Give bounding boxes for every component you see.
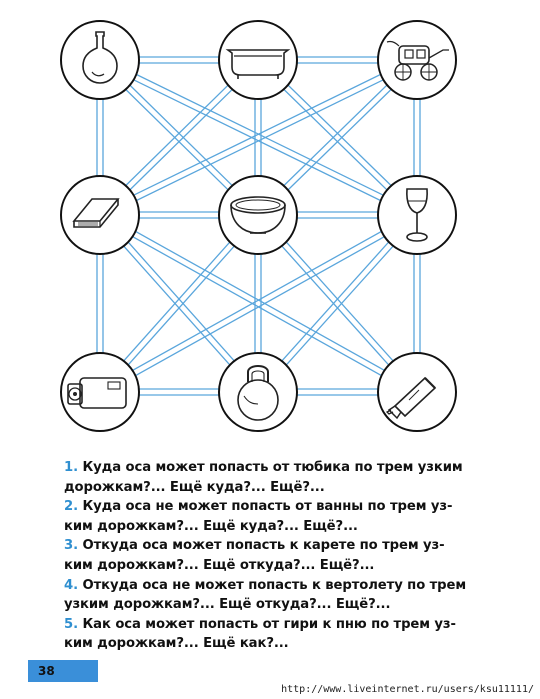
page-number: 38 bbox=[38, 664, 55, 678]
question-1 bbox=[64, 458, 504, 497]
question-text-cont: ким дорожкам?... Ещё откуда?... Ещё?... bbox=[64, 557, 375, 573]
page-number-tab bbox=[28, 660, 98, 682]
diagram-nodes bbox=[61, 21, 456, 431]
diagram-node-bottle bbox=[61, 21, 139, 99]
question-number: 1. bbox=[64, 460, 78, 475]
node-circle bbox=[219, 21, 297, 99]
question-text: Откуда оса не может попасть к вертолету по трем bbox=[82, 577, 467, 593]
node-circle bbox=[61, 353, 139, 431]
question-text-cont: ким дорожкам?... Ещё куда?... Ещё?... bbox=[64, 518, 358, 534]
question-text: Куда оса не может попасть от ванны по трем уз- bbox=[82, 499, 453, 515]
diagram-node-camera bbox=[61, 353, 139, 431]
diagram-node-carriage bbox=[378, 21, 456, 99]
question-5 bbox=[64, 615, 504, 654]
diagram-node-bathtub bbox=[219, 21, 297, 99]
question-text: Откуда оса может попасть к карете по трем уз- bbox=[82, 538, 445, 554]
node-circle bbox=[61, 176, 139, 254]
question-text: Куда оса может попасть от тюбика по трем узким bbox=[82, 460, 463, 475]
question-3 bbox=[64, 536, 504, 575]
question-text-cont: ким дорожкам?... Ещё как?... bbox=[64, 636, 289, 652]
question-4 bbox=[64, 576, 504, 615]
node-circle bbox=[219, 176, 297, 254]
question-number: 4. bbox=[64, 577, 78, 593]
diagram-node-book bbox=[61, 176, 139, 254]
questions-list bbox=[64, 458, 504, 654]
question-number: 5. bbox=[64, 616, 78, 632]
question-text-cont: узким дорожкам?... Ещё откуда?... Ещё?... bbox=[64, 597, 391, 613]
question-text: Как оса может попасть от гири к пню по трем уз- bbox=[82, 616, 456, 632]
diagram-node-wineglass bbox=[378, 176, 456, 254]
question-number: 3. bbox=[64, 538, 78, 554]
question-number: 2. bbox=[64, 499, 78, 515]
node-circle bbox=[378, 21, 456, 99]
diagram-node-kettlebell bbox=[219, 353, 297, 431]
question-text-cont: дорожкам?... Ещё куда?... Ещё?... bbox=[64, 479, 325, 495]
watermark-url: http://www.liveinternet.ru/users/ksu11111/ bbox=[281, 684, 534, 695]
diagram-node-tube bbox=[378, 353, 456, 431]
question-2 bbox=[64, 497, 504, 536]
diagram-node-bowl bbox=[219, 176, 297, 254]
